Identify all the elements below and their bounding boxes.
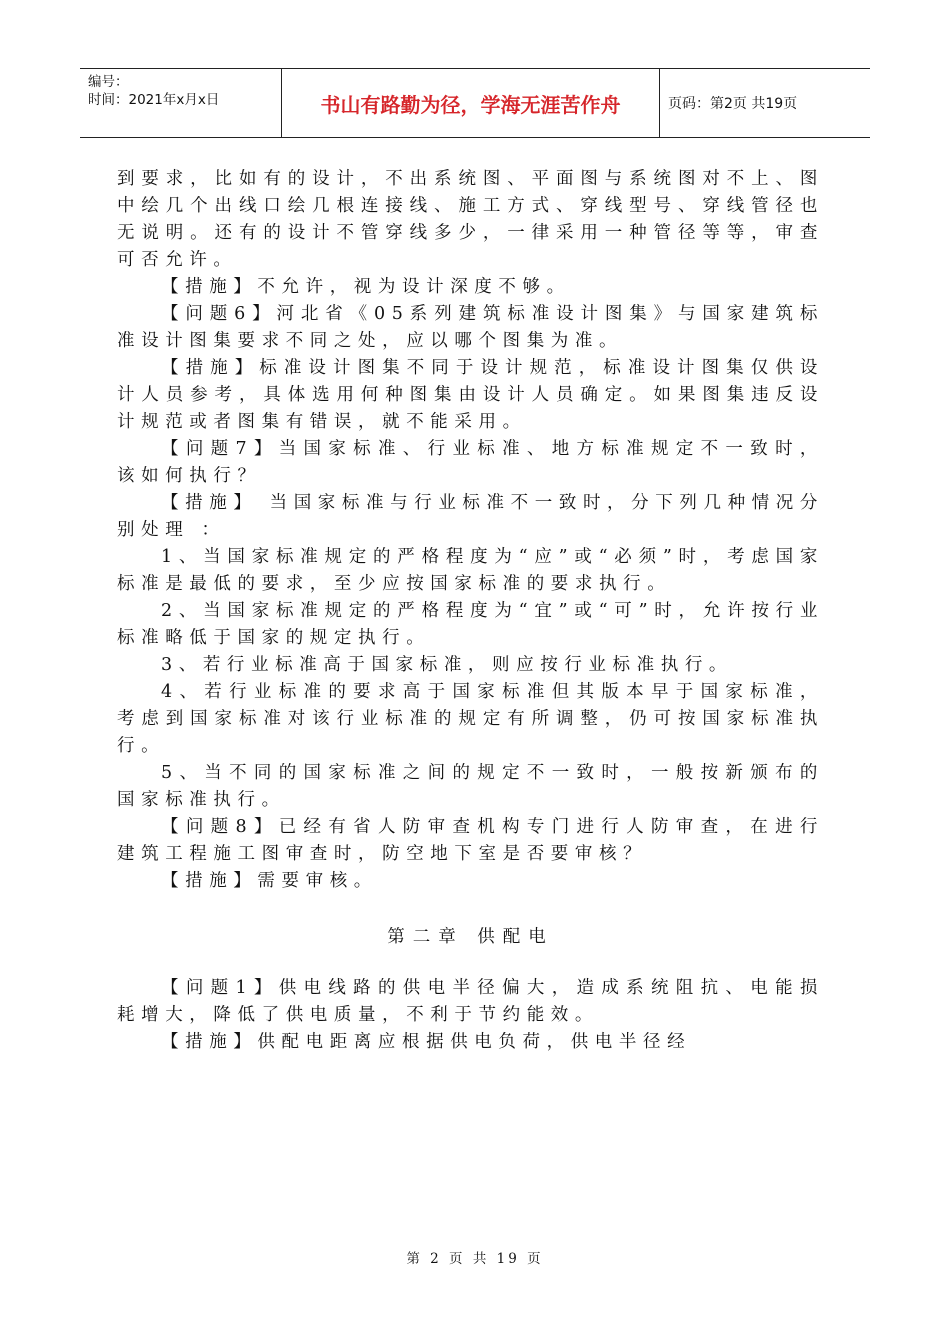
paragraph: 5、当不同的国家标准之间的规定不一致时，一般按新颁布的国家标准执行。 [117,763,824,810]
paragraph: 4、若行业标准的要求高于国家标准但其版本早于国家标准，考虑到国家标准对该行业标准的规定有所调整，仍可按国家标准执行。 [117,682,824,756]
chapter-title: 第二章 供配电 [387,927,554,947]
document-date: 时间：2021年x月x日 [88,92,220,108]
header-motto: 书山有路勤为径，学海无涯苦作舟 [282,69,660,137]
paragraph: 【措施】不允许，视为设计深度不够。 [161,277,571,297]
paragraph: 【问题7】当国家标准、行业标准、地方标准规定不一致时，该如何执行？ [117,439,824,486]
document-body [117,166,824,1056]
paragraph: 【措施】需要审核。 [161,871,378,891]
page-header [80,68,870,138]
paragraph: 【措施】供配电距离应根据供电负荷，供电半径经 [161,1032,692,1052]
paragraph: 【问题1】供电线路的供电半径偏大，造成系统阻抗、电能损耗增大，降低了供电质量，不利于节约能效。 [117,978,824,1025]
paragraph: 【问题6】河北省《05系列建筑标准设计图集》与国家建筑标准设计图集要求不同之处，应以哪个图集为准。 [117,304,824,351]
page-footer: 第 2 页 共 19 页 [406,1251,544,1267]
paragraph: 【问题8】已经有省人防审查机构专门进行人防审查，在进行建筑工程施工图审查时，防空地下室是否要审核？ [117,817,824,864]
document-number: 编号： [88,74,129,90]
paragraph: 2、当国家标准规定的严格程度为“宜”或“可”时，允许按行业标准略低于国家的规定执行。 [117,601,824,648]
paragraph: 到要求，比如有的设计，不出系统图、平面图与系统图对不上、图中绘几个出线口绘几根连接线、施工方式、穿线型号、穿线管径也无说明。还有的设计不管穿线多少，一律采用一种管径等等，审查可否允许。 [117,169,824,270]
paragraph: 3、若行业标准高于国家标准，则应按行业标准执行。 [161,655,734,675]
header-page-number: 页码：第2页 共19页 [668,96,798,112]
paragraph: 1、当国家标准规定的严格程度为“应”或“必须”时，考虑国家标准是最低的要求，至少应按国家标准的要求执行。 [117,547,824,594]
paragraph: 【措施】 当国家标准与行业标准不一致时，分下列几种情况分别处理 ： [117,493,824,540]
header-meta [80,69,282,137]
paragraph: 【措施】标准设计图集不同于设计规范，标准设计图集仅供设计人员参考，具体选用何种图集由设计人员确定。如果图集违反设计规范或者图集有错误，就不能采用。 [117,358,824,432]
